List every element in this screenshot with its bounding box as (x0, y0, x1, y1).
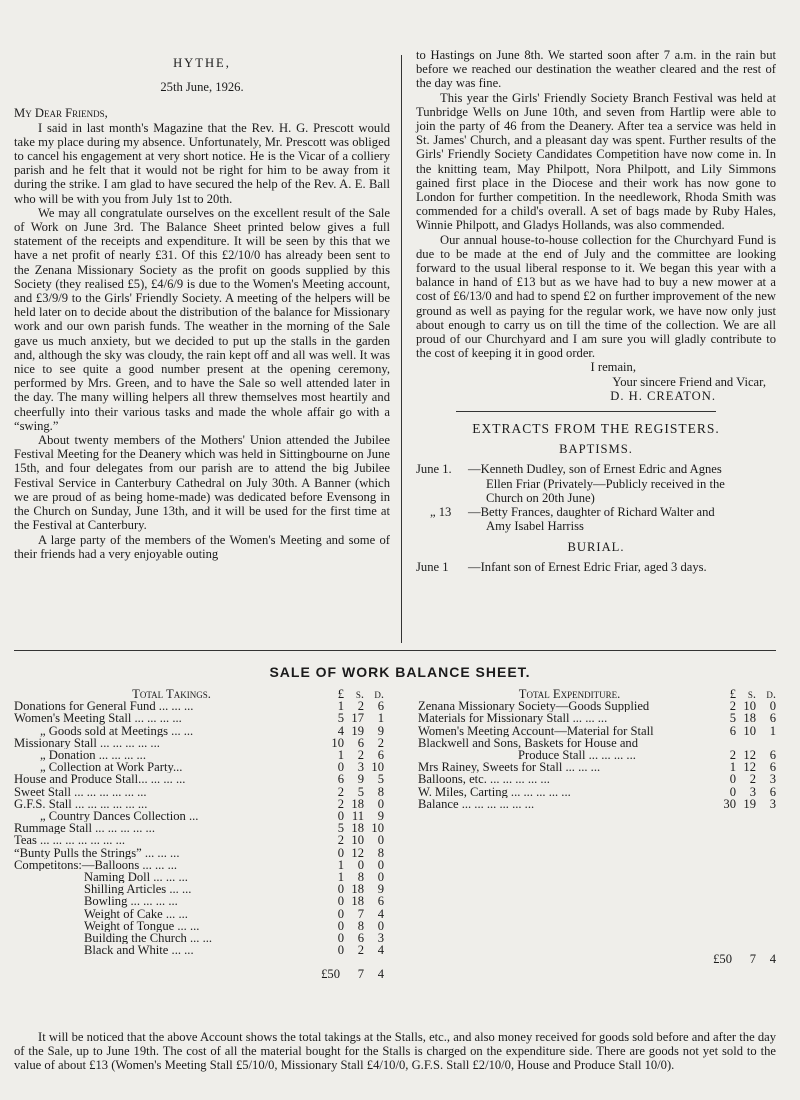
shillings-head: s. (355, 687, 364, 701)
takings-item-pence: 9 (377, 809, 384, 824)
letter-date: 25th June, 1926. (160, 80, 244, 95)
letter-paragraph: A large party of the members of the Women's Meeting and some of their friends had a very enjoyable outing (14, 532, 390, 561)
register-entry-line: —Betty Frances, daughter of Richard Walter and (468, 505, 715, 520)
expenditure-item-label: Produce Stall ... ... ... ... (518, 749, 636, 762)
takings-item-pence: 0 (377, 833, 384, 848)
takings-row (14, 810, 384, 822)
letter-closing: I remain, (590, 360, 636, 375)
letter-paragraph: About twenty members of the Mothers' Union attended the Jubilee Festival Meeting for the Deanery which was held in Sittingbourne on June 15th, and four delegates from our parish are to attend the big Jubilee Festival Service in Canterbury Cathedral on July 30th. A Banner (which we are proud of as being home-made) was dedicated before Evensong in the Church on Sunday, June 13th, and it will be used for the first time at the Festival at Canterbury. (14, 433, 390, 533)
register-entry-date: „ 13 (430, 505, 452, 520)
takings-item-pence: 3 (377, 931, 384, 946)
takings-total-shillings: 7 (357, 967, 364, 982)
takings-row (14, 908, 384, 920)
register-entry (416, 560, 776, 574)
register-entry-line: Amy Isabel Harriss (486, 519, 584, 534)
takings-item-pounds: 0 (337, 882, 344, 897)
expenditure-total-pounds: £50 (713, 953, 732, 966)
takings-row (14, 786, 384, 798)
takings-row (14, 712, 384, 724)
takings-item-pounds: 4 (337, 723, 344, 738)
takings-item-pounds: 0 (337, 918, 344, 933)
takings-row (14, 883, 384, 895)
register-entry-line: —Infant son of Ernest Edric Friar, aged 3 days. (468, 559, 707, 574)
takings-item-pence: 10 (371, 760, 384, 775)
expenditure-item-label: W. Miles, Carting ... ... ... ... ... (418, 785, 571, 798)
takings-item-shillings: 10 (351, 833, 364, 848)
takings-item-pounds: 1 (337, 699, 344, 714)
takings-item-pence: 0 (377, 796, 384, 811)
expenditure-item-pounds: 5 (729, 711, 736, 726)
register-entry-line: Church on 20th June) (486, 490, 595, 505)
takings-item-label: Black and White ... ... (84, 944, 194, 957)
takings-item-shillings: 18 (351, 821, 364, 836)
takings-heading: Total Takings. (132, 687, 211, 701)
expenditure-item-shillings: 10 (743, 723, 756, 738)
takings-item-pence: 8 (377, 784, 384, 799)
takings-item-label: Weight of Cake ... ... (84, 907, 188, 920)
takings-item-shillings: 2 (357, 748, 364, 763)
register-entry-date: June 1. (416, 462, 452, 477)
takings-item-shillings: 18 (351, 796, 364, 811)
takings-item-shillings: 7 (357, 906, 364, 921)
expenditure-item-label: Balance ... ... ... ... ... ... (418, 797, 535, 811)
letter-paragraph: I said in last month's Magazine that the Rev. H. G. Prescott would take my place during my absence. Unfortunately, Mr. Prescott was obliged to cancel his engagement at very short notice. He is the Vicar of a colliery parish and he felt that it would not be right for him to be away from it during the strike. I am glad to have secured the help of the Rev. A. E. Ball who will be with you from July 1st to 20th. (14, 120, 390, 206)
letter-signature: D. H. CREATON. (610, 388, 716, 403)
letter-right-column (416, 48, 776, 574)
expenditure-item-shillings: 10 (743, 699, 756, 714)
burial-heading: BURIAL. (567, 539, 625, 554)
letter-paragraph: We may all congratulate ourselves on the excellent result of the Sale of Work on June 3rd. The Balance Sheet printed below gives a full statement of the receipts and expenditure. It will be seen by this that we have a net profit of nearly £31. Of this £2/10/0 has already been sent to the Zenana Missionary Society as the profit on goods supplied by this Society (they realised £5), £4/6/9 is due to the Women's Meeting account, and £3/9/9 to the Girls' Friendly Society. A meeting of the helpers will be held later on to decide about the distribution of the balance for Missionary work and our own parish funds. The weather in the morning of the Sale gave us much anxiety, but we decided to put up the stalls in the garden and, although the sky was cloudy, the rain kept off and all was well. It was nice to see quite a good number present at the opening ceremony, performed by Mrs. Green, and to have the Sale so well attended later in the day. The many willing helpers all threw themselves most heartily and cheerfully into their various tasks and made the whole affair go with a “swing.” (14, 205, 390, 433)
register-entry-date: June 1 (416, 559, 449, 574)
takings-item-label: House and Produce Stall... ... ... ... (14, 773, 186, 786)
letter-salutation: My Dear Friends, (14, 106, 108, 121)
takings-row (14, 871, 384, 883)
takings-item-shillings: 8 (357, 870, 364, 885)
takings-item-label: „ Country Dances Collection ... (40, 810, 199, 823)
takings-item-pounds: 2 (337, 784, 344, 799)
letter-paragraph-continued: to Hastings on June 8th. We started soon after 7 a.m. in the rain but before we reached our destination the weather cleared and the rest of the day was fine. (416, 48, 776, 91)
register-entry (416, 505, 776, 533)
takings-item-label: Building the Church ... ... (84, 932, 213, 945)
expenditure-total-shillings: 7 (749, 952, 756, 967)
takings-item-pounds: 5 (337, 821, 344, 836)
expenditure-item-label: Balloons, etc. ... ... ... ... ... (418, 773, 550, 786)
takings-item-shillings: 9 (357, 772, 364, 787)
letter-paragraph: Our annual house-to-house collection for the Churchyard Fund is due to be made at the end of July and the committee are looking forward to the usual liberal response to it. We began this year with a balance in hand of £13 but as we have had to buy a new mower at a cost of £6/13/0 and had to spend £2 on further improvement of the new ground as well as paying for the regular work, we have now only just about enough to carry us on till the time of the collection. We are all proud of our Churchyard and I am sure you will gladly contribute to the cost of keeping it in good order. (416, 232, 776, 361)
takings-row (14, 932, 384, 944)
expenditure-total-pence: 4 (769, 952, 776, 967)
takings-item-pounds: 1 (337, 870, 344, 885)
expenditure-item-pounds: 6 (729, 723, 736, 738)
takings-item-shillings: 11 (351, 809, 364, 824)
takings-row (14, 725, 384, 737)
takings-total-pence: 4 (377, 967, 384, 982)
takings-item-pounds: 5 (337, 711, 344, 726)
expenditure-item-pence: 6 (769, 784, 776, 799)
column-divider (401, 55, 402, 643)
takings-item-label: Teas ... ... ... ... ... ... ... (14, 834, 126, 847)
takings-item-pounds: 0 (337, 906, 344, 921)
takings-item-shillings: 19 (351, 723, 364, 738)
register-entry-line: Ellen Friar (Privately—Publicly received in the (486, 476, 725, 491)
takings-row (14, 798, 384, 810)
takings-item-pounds: 0 (337, 845, 344, 860)
takings-item-label: Weight of Tongue ... ... (84, 919, 200, 933)
expenditure-item-pence: 3 (769, 772, 776, 787)
expenditure-row (418, 700, 776, 712)
takings-item-pence: 5 (377, 772, 384, 787)
expenditure-total-row (418, 953, 776, 965)
expenditure-item-pence: 1 (769, 723, 776, 738)
takings-item-label: Women's Meeting Stall ... ... ... ... (14, 712, 182, 725)
expenditure-item-label: Mrs Rainey, Sweets for Stall ... ... ... (418, 761, 601, 774)
takings-row (14, 895, 384, 907)
takings-item-label: „ Goods sold at Meetings ... ... (40, 724, 194, 737)
takings-row (14, 920, 384, 932)
register-entry (416, 462, 776, 505)
takings-row (14, 761, 384, 773)
takings-item-shillings: 18 (351, 882, 364, 897)
expenditure-item-pounds: 30 (723, 796, 736, 811)
expenditure-row (418, 725, 776, 737)
shillings-head: s. (747, 687, 756, 701)
takings-total-pounds: £50 (321, 968, 340, 981)
takings-item-label: Bowling ... ... ... ... (84, 895, 178, 908)
expenditure-item-pence: 0 (769, 699, 776, 714)
takings-item-label: Missionary Stall ... ... ... ... ... (14, 736, 160, 750)
expenditure-item-shillings: 12 (743, 760, 756, 775)
pounds-head: £ (337, 687, 344, 701)
takings-item-shillings: 17 (351, 711, 364, 726)
expenditure-row (418, 749, 776, 761)
takings-item-pence: 6 (377, 699, 384, 714)
register-entry-line: —Kenneth Dudley, son of Ernest Edric and Agnes (468, 462, 722, 477)
takings-item-pence: 9 (377, 723, 384, 738)
expenditure-item-label: Zenana Missionary Society—Goods Supplied (418, 700, 650, 713)
takings-item-pounds: 0 (337, 894, 344, 909)
takings-item-pounds: 1 (337, 748, 344, 763)
expenditure-item-pence: 6 (769, 748, 776, 763)
takings-item-shillings: 6 (357, 735, 364, 750)
takings-table (14, 688, 384, 981)
baptisms-heading: BAPTISMS. (559, 442, 633, 457)
takings-item-shillings: 6 (357, 931, 364, 946)
section-divider (456, 411, 716, 412)
expenditure-item-pence: 6 (769, 760, 776, 775)
expenditure-table (418, 688, 776, 965)
takings-item-label: G.F.S. Stall ... ... ... ... ... ... (14, 797, 148, 811)
takings-header (14, 688, 384, 700)
expenditure-item-pence: 6 (769, 711, 776, 726)
takings-item-pence: 10 (371, 821, 384, 836)
letter-left-column (14, 48, 390, 561)
balance-sheet-note (14, 1030, 776, 1073)
takings-item-pounds: 0 (337, 760, 344, 775)
takings-row (14, 737, 384, 749)
expenditure-row (418, 712, 776, 724)
takings-row (14, 944, 384, 956)
expenditure-row (418, 798, 776, 810)
footer-paragraph: It will be noticed that the above Account shows the total takings at the Stalls, etc., and also money received for goods sold before and after the day of the Sale, up to June 19th. The cost of all the material bought for the Stalls is charged on the expenditure side. There are goods not yet sold to the value of about £13 (Women's Meeting Stall £5/10/0, Missionary Stall £4/10/0, G.F.S. Stall £2/10/0, House and Produce Stall 10/0). (14, 1030, 776, 1073)
expenditure-item-pence: 3 (769, 796, 776, 811)
takings-item-pence: 9 (377, 882, 384, 897)
expenditure-item-pounds: 0 (729, 784, 736, 799)
expenditure-item-shillings: 18 (743, 711, 756, 726)
takings-item-label: „ Donation ... ... ... ... (40, 749, 146, 762)
takings-item-label: „ Collection at Work Party... (40, 761, 183, 774)
expenditure-item-pounds: 2 (729, 748, 736, 763)
takings-item-pounds: 0 (337, 931, 344, 946)
expenditure-item-label: Women's Meeting Account—Material for Stall (418, 724, 654, 737)
expenditure-item-pounds: 2 (729, 699, 736, 714)
takings-item-pence: 0 (377, 870, 384, 885)
takings-item-pence: 0 (377, 857, 384, 872)
letter-closing-friend: Your sincere Friend and Vicar, (612, 374, 766, 389)
takings-row (14, 822, 384, 834)
takings-item-label: Naming Doll ... ... ... (84, 871, 188, 884)
expenditure-heading: Total Expenditure. (518, 687, 621, 701)
takings-item-pounds: 6 (337, 772, 344, 787)
takings-item-label: Donations for General Fund ... ... ... (14, 700, 194, 713)
takings-item-pence: 6 (377, 748, 384, 763)
expenditure-item-label: Blackwell and Sons, Baskets for House and (418, 736, 639, 750)
expenditure-row (418, 773, 776, 785)
expenditure-item-shillings: 3 (749, 784, 756, 799)
takings-item-shillings: 12 (351, 845, 364, 860)
expenditure-item-pounds: 0 (729, 772, 736, 787)
takings-item-shillings: 0 (357, 857, 364, 872)
takings-row (14, 834, 384, 846)
takings-item-shillings: 2 (357, 943, 364, 958)
takings-item-pounds: 2 (337, 833, 344, 848)
takings-item-pence: 0 (377, 918, 384, 933)
takings-item-label: “Bunty Pulls the Strings” ... ... ... (14, 846, 180, 859)
takings-item-pence: 6 (377, 894, 384, 909)
takings-item-shillings: 5 (357, 784, 364, 799)
takings-item-pounds: 0 (337, 943, 344, 958)
takings-item-label: Rummage Stall ... ... ... ... ... (14, 822, 155, 835)
takings-item-shillings: 2 (357, 699, 364, 714)
takings-item-label: Sweet Stall ... ... ... ... ... ... (14, 785, 147, 798)
takings-item-pence: 4 (377, 906, 384, 921)
takings-item-pence: 1 (377, 711, 384, 726)
takings-item-pounds: 2 (337, 796, 344, 811)
takings-row (14, 700, 384, 712)
takings-item-pence: 4 (377, 943, 384, 958)
takings-item-pounds: 0 (337, 809, 344, 824)
expenditure-item-shillings: 2 (749, 772, 756, 787)
registers-title: EXTRACTS FROM THE REGISTERS. (472, 421, 720, 437)
takings-item-shillings: 18 (351, 894, 364, 909)
takings-item-shillings: 8 (357, 918, 364, 933)
takings-item-pence: 2 (377, 735, 384, 750)
takings-row (14, 847, 384, 859)
takings-item-pence: 8 (377, 845, 384, 860)
takings-item-label: Competitons:—Balloons ... ... ... (14, 858, 178, 872)
takings-item-pounds: 1 (337, 857, 344, 872)
letter-place: HYTHE, (173, 56, 231, 70)
pence-head: d. (374, 687, 384, 701)
expenditure-item-label: Materials for Missionary Stall ... ... ... (418, 712, 608, 725)
takings-item-shillings: 3 (357, 760, 364, 775)
pence-head: d. (766, 687, 776, 701)
letter-paragraph: This year the Girls' Friendly Society Branch Festival was held at Tunbridge Wells on June 10th, and seven from Hartlip were able to join the party of 46 from the Deanery. After tea a service was held in St. James' Church, and a pleasant day was spent. Further results of the Girls' Friendly Society Candidates Competition have now come in. In the knitting team, May Philpott, Nora Philpott, and Lily Simmons gained first place in the Diocese and their work has now gone to London for further competition. In the needlework, Rhoda Smith was commended for a child's overall. A set of bags made by Ruby Hales, Winnie Philpott, and Gladys Hollands, was also commended. (416, 90, 776, 233)
expenditure-row (418, 786, 776, 798)
expenditure-item-pounds: 1 (729, 760, 736, 775)
takings-row (14, 773, 384, 785)
page-divider (14, 650, 776, 651)
takings-row (14, 859, 384, 871)
expenditure-header (418, 688, 776, 700)
expenditure-item-shillings: 12 (743, 748, 756, 763)
takings-total-row (14, 968, 384, 980)
expenditure-row (418, 761, 776, 773)
takings-item-pounds: 10 (331, 735, 344, 750)
balance-sheet-title: SALE OF WORK BALANCE SHEET. (269, 664, 531, 680)
takings-item-label: Shilling Articles ... ... (84, 883, 192, 896)
expenditure-item-shillings: 19 (743, 796, 756, 811)
expenditure-row (418, 737, 776, 749)
takings-row (14, 749, 384, 761)
pounds-head: £ (729, 687, 736, 701)
